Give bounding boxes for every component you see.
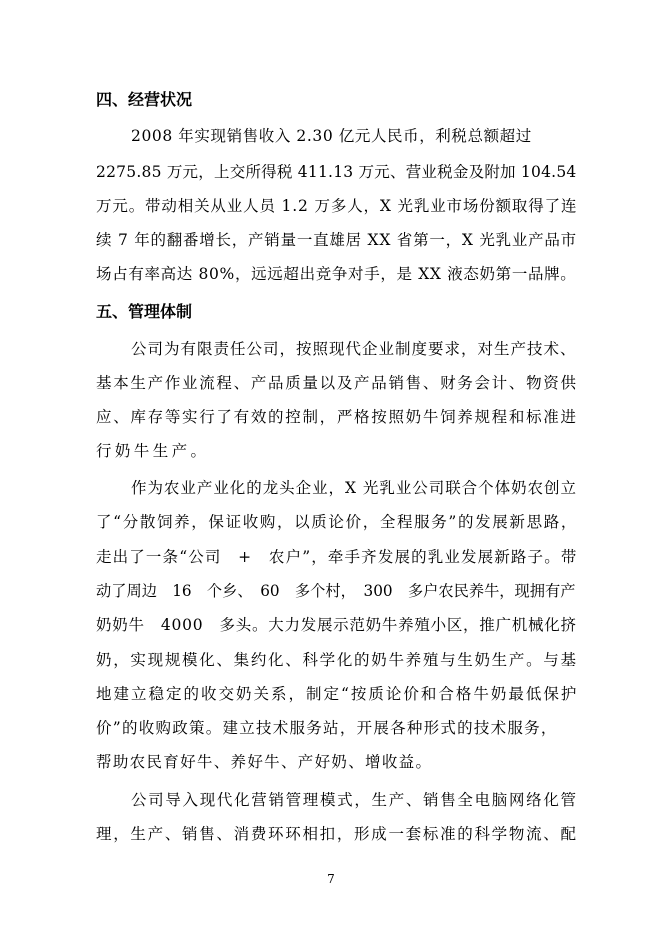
text-line: 2275.85 万元，上交所得税 411.13 万元、营业税金及附加 104.54 [96,163,577,181]
text-line: 奶，实现规模化、集约化、科学化的奶牛养殖与生奶生产。与基 [96,651,578,669]
text-line: 地建立稳定的收交奶关系，制定“按质论价和合格牛奶最低保护 [96,685,579,703]
text-line: 应、库存等实行了有效的控制，严格按照奶牛饲养规程和标准进 [96,408,578,426]
section-heading-business-status: 四、经营状况 [96,90,193,109]
text-line: 基本生产作业流程、产品质量以及产品销售、财务会计、物资供 [96,374,578,392]
text-line: 行奶牛生产。 [96,442,210,460]
text-line: 帮助农民育好牛、养好牛、产好奶、增收益。 [96,753,433,771]
text-line: 动了周边 16 个乡、 60 多个村， 300 多户农民养牛，现拥有产 [96,582,576,600]
text-line: 公司导入现代化营销管理模式，生产、销售全电脑网络化管 [131,791,578,809]
text-line: 万元。带动相关从业人员 1.2 万多人，X 光乳业市场份额取得了连 [96,197,578,215]
text-line: 了“分散饲养，保证收购，以质论价，全程服务”的发展新思路， [96,513,578,531]
text-line: 理，生产、销售、消费环环相扣，形成一套标准的科学物流、配 [96,825,578,843]
text-line: 续 7 年的翻番增长，产销量一直雄居 XX 省第一，X 光乳业产品市 [96,231,577,249]
text-line: 公司为有限责任公司，按照现代企业制度要求，对生产技术、 [131,340,577,358]
text-line: 场占有率高达 80%，远远超出竞争对手，是 XX 液态奶第一品牌。 [96,265,577,283]
text-line: 2008 年实现销售收入 2.30 亿元人民币，利税总额超过 [131,127,532,145]
text-line: 价”的收购政策。建立技术服务站，开展各种形式的技术服务， [96,719,558,737]
text-line: 走出了一条“公司 + 农户”，牵手齐发展的乳业发展新路子。带 [96,548,578,566]
text-line: 奶奶牛 4000 多头。大力发展示范奶牛养殖小区，推广机械化挤 [96,616,577,634]
text-line: 作为农业产业化的龙头企业，X 光乳业公司联合个体奶农创立 [131,479,577,497]
section-heading-management-system: 五、管理体制 [96,302,193,321]
page-number: 7 [327,872,335,886]
